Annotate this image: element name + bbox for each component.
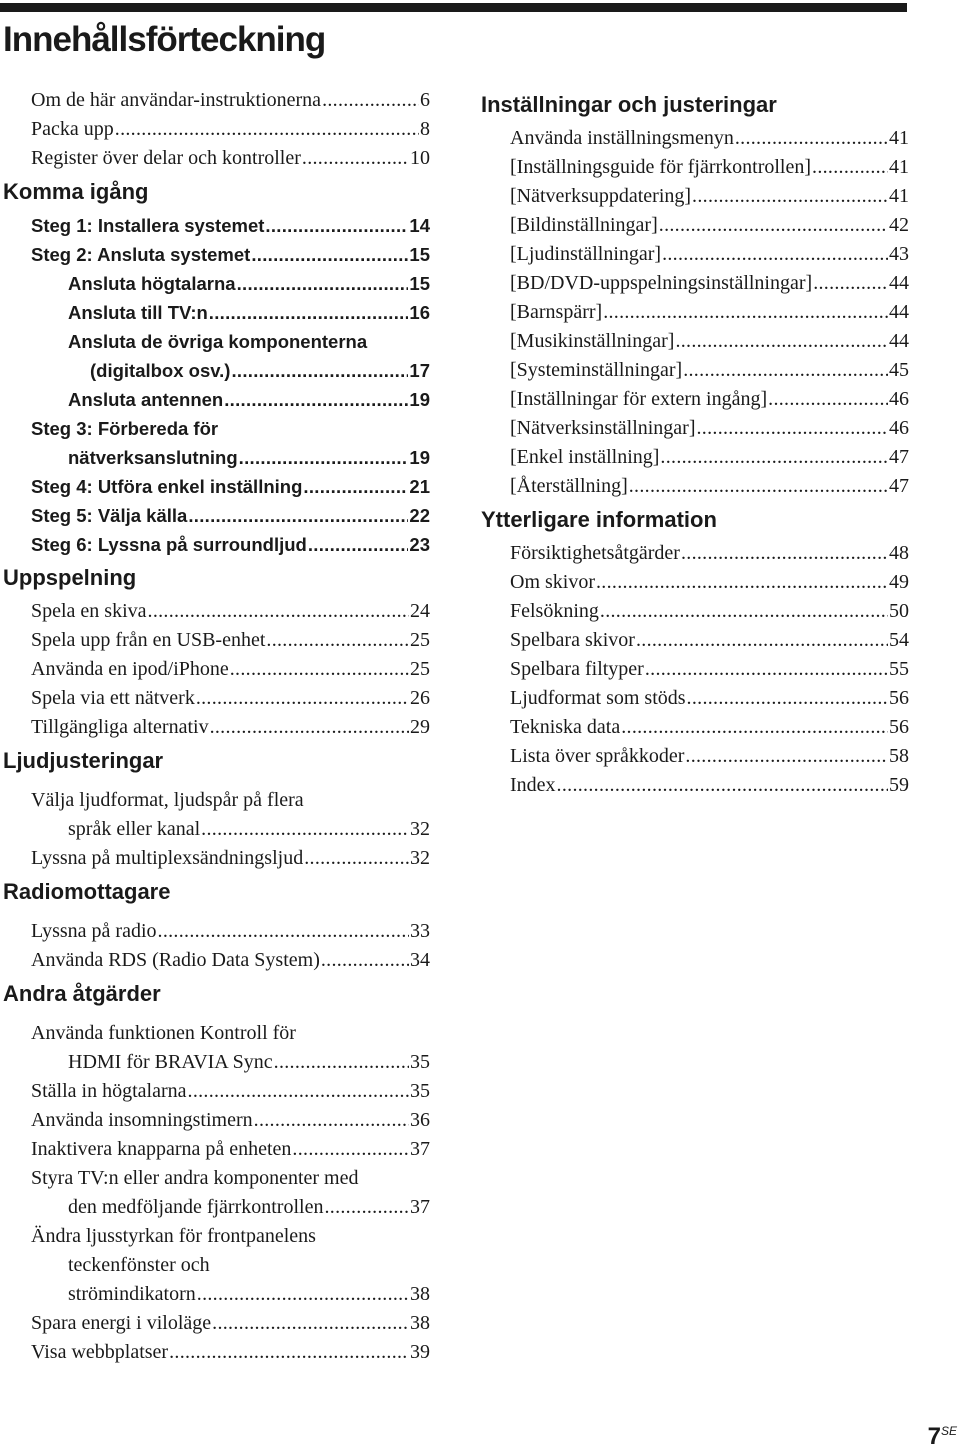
toc-entry[interactable] <box>481 771 909 800</box>
section-heading-sound[interactable]: Ljudjusteringar <box>3 748 164 773</box>
toc-entry-title: Om de här användar-instruktionerna <box>31 89 322 111</box>
toc-entry-title: Spara energi i viloläge <box>31 1312 212 1334</box>
toc-entry[interactable] <box>0 1193 430 1222</box>
toc-entry[interactable] <box>0 786 430 815</box>
toc-entry[interactable] <box>481 713 909 742</box>
toc-entry-title: strömindikatorn <box>68 1283 196 1305</box>
toc-entry-page: 15 <box>409 273 430 294</box>
toc-entry-title: Använda RDS (Radio Data System) <box>31 949 320 971</box>
toc-entry-page: 23 <box>409 534 430 555</box>
toc-entry-page: 46 <box>889 417 909 439</box>
toc-left-column <box>0 86 430 1367</box>
toc-entry[interactable] <box>0 946 430 975</box>
toc-entry-page: 26 <box>410 687 430 709</box>
toc-entry-page: 24 <box>410 600 430 622</box>
toc-entry-title: (digitalbox osv.) <box>90 360 231 381</box>
toc-entry-title: [Musikinställningar] <box>510 330 675 352</box>
toc-entry[interactable] <box>0 1135 430 1164</box>
toc-entry-title: Försiktighetsåtgärder <box>510 542 680 564</box>
toc-entry-title: Ändra ljusstyrkan för frontpanelens <box>31 1225 316 1247</box>
toc-entry-title: Om skivor <box>510 571 595 593</box>
toc-entry[interactable] <box>0 115 430 144</box>
toc-entry-page: 32 <box>410 847 430 869</box>
section-heading-playback[interactable]: Uppspelning <box>3 565 137 590</box>
toc-entry-page: 44 <box>889 272 909 294</box>
toc-entry-page: 37 <box>410 1138 430 1160</box>
toc-entry[interactable] <box>0 86 430 115</box>
toc-entry-page: 37 <box>410 1196 430 1218</box>
toc-entry-page: 25 <box>410 629 430 651</box>
toc-entry[interactable] <box>0 1309 430 1338</box>
toc-entry-title: Spelbara filtyper <box>510 658 644 680</box>
toc-entry-title: [Nätverksinställningar] <box>510 417 696 439</box>
toc-entry-title: Lyssna på radio <box>31 920 157 942</box>
toc-right-column <box>481 86 909 800</box>
toc-entry-title: [Inställningar för extern ingång] <box>510 388 768 410</box>
toc-entry-title: Ansluta antennen <box>68 389 224 410</box>
toc-entry-page: 38 <box>410 1283 430 1305</box>
toc-entry-title: Styra TV:n eller andra komponenter med <box>31 1167 359 1189</box>
toc-entry-title: [Nätverksuppdatering] <box>510 185 692 207</box>
toc-entry[interactable] <box>0 1251 430 1280</box>
toc-entry-title: Använda inställningsmenyn <box>510 127 734 149</box>
toc-playback-list <box>0 597 430 742</box>
toc-entry-title: Tillgängliga alternativ <box>31 716 209 738</box>
section-heading-getting-started[interactable]: Komma igång <box>3 179 149 204</box>
top-rule <box>0 3 907 12</box>
toc-entry-page: 44 <box>889 330 909 352</box>
toc-entry-title: [Ljudinställningar] <box>510 243 662 265</box>
toc-entry[interactable] <box>481 684 909 713</box>
toc-entry[interactable] <box>0 356 430 385</box>
toc-entry-page: 47 <box>889 446 909 468</box>
toc-entry[interactable] <box>0 472 430 501</box>
toc-entry-page: 21 <box>409 476 430 497</box>
toc-entry[interactable] <box>0 626 430 655</box>
toc-entry-page: 34 <box>410 949 430 971</box>
toc-entry[interactable] <box>481 568 909 597</box>
toc-entry-page: 29 <box>410 716 430 738</box>
toc-entry[interactable] <box>0 1077 430 1106</box>
toc-entry-page: 43 <box>889 243 909 265</box>
toc-entry[interactable] <box>0 655 430 684</box>
toc-entry[interactable] <box>0 269 430 298</box>
toc-entry-title: [Enkel inställning] <box>510 446 660 468</box>
toc-entry-title: Tekniska data <box>510 716 621 738</box>
toc-entry-page: 54 <box>889 629 909 651</box>
toc-entry[interactable] <box>481 182 909 211</box>
toc-entry[interactable] <box>0 414 430 443</box>
toc-entry[interactable] <box>0 597 430 626</box>
toc-entry[interactable] <box>0 1338 430 1367</box>
toc-entry-title: Felsökning <box>510 600 599 622</box>
toc-entry-title: Steg 3: Förbereda för <box>31 418 219 439</box>
toc-entry-page: 41 <box>889 156 909 178</box>
toc-entry-title: Ljudformat som stöds <box>510 687 686 709</box>
toc-entry-title: Inaktivera knapparna på enheten <box>31 1138 292 1160</box>
toc-entry-title: Använda en ipod/iPhone <box>31 658 229 680</box>
toc-entry[interactable] <box>481 240 909 269</box>
toc-entry[interactable] <box>481 443 909 472</box>
toc-entry-title: Steg 5: Välja källa <box>31 505 188 526</box>
toc-entry-page: 19 <box>409 389 430 410</box>
toc-entry[interactable] <box>0 1280 430 1309</box>
toc-entry-page: 39 <box>410 1341 430 1363</box>
toc-entry-title: Välja ljudformat, ljudspår på flera <box>31 789 304 811</box>
toc-entry[interactable] <box>481 742 909 771</box>
toc-entry-title: HDMI för BRAVIA Sync <box>68 1051 273 1073</box>
toc-entry-page: 56 <box>889 687 909 709</box>
toc-entry-page: 14 <box>409 215 430 236</box>
toc-sound-list <box>0 786 430 873</box>
toc-getting-started-list <box>0 211 430 559</box>
toc-entry-title: Spela via ett nätverk <box>31 687 195 709</box>
toc-entry-page: 42 <box>889 214 909 236</box>
toc-entry[interactable] <box>0 385 430 414</box>
toc-entry[interactable] <box>0 713 430 742</box>
toc-entry[interactable] <box>0 530 430 559</box>
toc-entry-title: [Barnspärr] <box>510 301 603 323</box>
page-number-suffix: SE <box>940 1424 957 1438</box>
toc-entry-page: 32 <box>410 818 430 840</box>
toc-entry-page: 56 <box>889 716 909 738</box>
toc-entry[interactable] <box>0 917 430 946</box>
toc-entry-page: 49 <box>889 571 909 593</box>
toc-entry-title: [BD/DVD-uppspelningsinställningar] <box>510 272 813 294</box>
toc-entry-page: 46 <box>889 388 909 410</box>
toc-entry[interactable] <box>0 1222 430 1251</box>
toc-entry[interactable] <box>481 414 909 443</box>
toc-intro-list <box>0 86 430 173</box>
toc-entry-page: 6 <box>420 89 430 111</box>
toc-entry-page: 25 <box>410 658 430 680</box>
toc-entry-page: 33 <box>410 920 430 942</box>
toc-entry-page: 48 <box>889 542 909 564</box>
toc-entry-page: 35 <box>410 1051 430 1073</box>
toc-entry-title: Steg 6: Lyssna på surroundljud <box>31 534 307 555</box>
toc-entry-title: Register över delar och kontroller <box>31 147 301 169</box>
toc-entry[interactable] <box>481 269 909 298</box>
toc-entry-title: Ansluta till TV:n <box>68 302 208 323</box>
toc-more-info-list <box>481 539 909 800</box>
toc-entry-title: teckenfönster och <box>68 1254 210 1276</box>
toc-entry-page: 8 <box>420 118 430 140</box>
toc-entry-title: [Inställningsguide för fjärrkontrollen] <box>510 156 812 178</box>
toc-entry-title: nätverksanslutning <box>68 447 238 468</box>
toc-entry-title: Spela upp från en USB-enhet <box>31 629 266 651</box>
toc-entry-title: Index <box>510 774 556 796</box>
toc-entry[interactable] <box>0 684 430 713</box>
toc-entry[interactable] <box>481 385 909 414</box>
toc-entry-page: 36 <box>410 1109 430 1131</box>
toc-entry[interactable] <box>0 443 430 472</box>
toc-entry-title: den medföljande fjärrkontrollen <box>68 1196 324 1218</box>
toc-entry[interactable] <box>0 844 430 873</box>
toc-entry[interactable] <box>0 327 430 356</box>
toc-entry-page: 55 <box>889 658 909 680</box>
toc-entry-page: 10 <box>410 147 430 169</box>
toc-settings-list <box>481 124 909 501</box>
toc-entry[interactable] <box>0 211 430 240</box>
toc-entry[interactable] <box>481 153 909 182</box>
section-heading-radio[interactable]: Radiomottagare <box>3 879 171 904</box>
toc-entry[interactable] <box>0 1164 430 1193</box>
toc-entry[interactable] <box>0 240 430 269</box>
toc-entry[interactable] <box>0 298 430 327</box>
page-number-value: 7 <box>927 1423 941 1450</box>
toc-entry[interactable] <box>481 298 909 327</box>
toc-entry[interactable] <box>481 655 909 684</box>
toc-entry[interactable] <box>0 815 430 844</box>
toc-entry[interactable] <box>0 1019 430 1048</box>
toc-entry-page: 19 <box>409 447 430 468</box>
toc-entry-title: Packa upp <box>31 118 114 140</box>
toc-entry[interactable] <box>481 539 909 568</box>
toc-entry-page: 15 <box>409 244 430 265</box>
toc-entry-page: 22 <box>409 505 430 526</box>
toc-entry-title: språk eller kanal <box>68 818 201 840</box>
toc-entry[interactable] <box>481 124 909 153</box>
toc-entry-page: 45 <box>889 359 909 381</box>
toc-entry-title: Använda insomningstimern <box>31 1109 253 1131</box>
toc-entry[interactable] <box>0 144 430 173</box>
toc-entry-page: 38 <box>410 1312 430 1334</box>
toc-entry-title: Visa webbplatser <box>31 1341 169 1363</box>
toc-entry-title: Ansluta de övriga komponenterna <box>68 331 368 352</box>
toc-entry[interactable] <box>481 211 909 240</box>
toc-entry-title: Lista över språkkoder <box>510 745 685 767</box>
toc-entry-title: Använda funktionen Kontroll för <box>31 1022 296 1044</box>
section-heading-other[interactable]: Andra åtgärder <box>3 981 161 1006</box>
toc-other-list <box>0 1019 430 1367</box>
toc-entry-page: 16 <box>409 302 430 323</box>
toc-entry[interactable] <box>0 1048 430 1077</box>
page-number <box>928 1423 957 1451</box>
toc-entry-title: [Återställning] <box>510 475 628 497</box>
toc-entry-title: Spela en skiva <box>31 600 147 622</box>
toc-entry-title: [Bildinställningar] <box>510 214 658 236</box>
toc-entry[interactable] <box>481 472 909 501</box>
toc-entry-page: 17 <box>409 360 430 381</box>
toc-entry[interactable] <box>481 327 909 356</box>
toc-entry-page: 41 <box>889 185 909 207</box>
page-title: Innehållsförteckning <box>3 20 326 59</box>
toc-entry-title: Steg 1: Installera systemet <box>31 215 265 236</box>
toc-entry-page: 58 <box>889 745 909 767</box>
toc-entry[interactable] <box>0 501 430 530</box>
section-heading-settings[interactable]: Inställningar och justeringar <box>481 92 777 117</box>
toc-entry-page: 50 <box>889 600 909 622</box>
toc-entry[interactable] <box>481 626 909 655</box>
toc-entry-title: Lyssna på multiplexsändningsljud <box>31 847 304 869</box>
toc-entry-page: 35 <box>410 1080 430 1102</box>
toc-entry-page: 47 <box>889 475 909 497</box>
toc-entry-title: Ansluta högtalarna <box>68 273 236 294</box>
toc-entry-page: 41 <box>889 127 909 149</box>
toc-entry-title: [Systeminställningar] <box>510 359 683 381</box>
toc-entry[interactable] <box>0 1106 430 1135</box>
toc-entry-title: Ställa in högtalarna <box>31 1080 187 1102</box>
toc-entry[interactable] <box>481 597 909 626</box>
toc-entry-title: Spelbara skivor <box>510 629 635 651</box>
toc-entry-title: Steg 2: Ansluta systemet <box>31 244 251 265</box>
toc-entry[interactable] <box>481 356 909 385</box>
toc-entry-page: 59 <box>889 774 909 796</box>
toc-radio-list <box>0 917 430 975</box>
toc-entry-page: 44 <box>889 301 909 323</box>
toc-entry-title: Steg 4: Utföra enkel inställning <box>31 476 303 497</box>
section-heading-more-info[interactable]: Ytterligare information <box>481 507 717 532</box>
